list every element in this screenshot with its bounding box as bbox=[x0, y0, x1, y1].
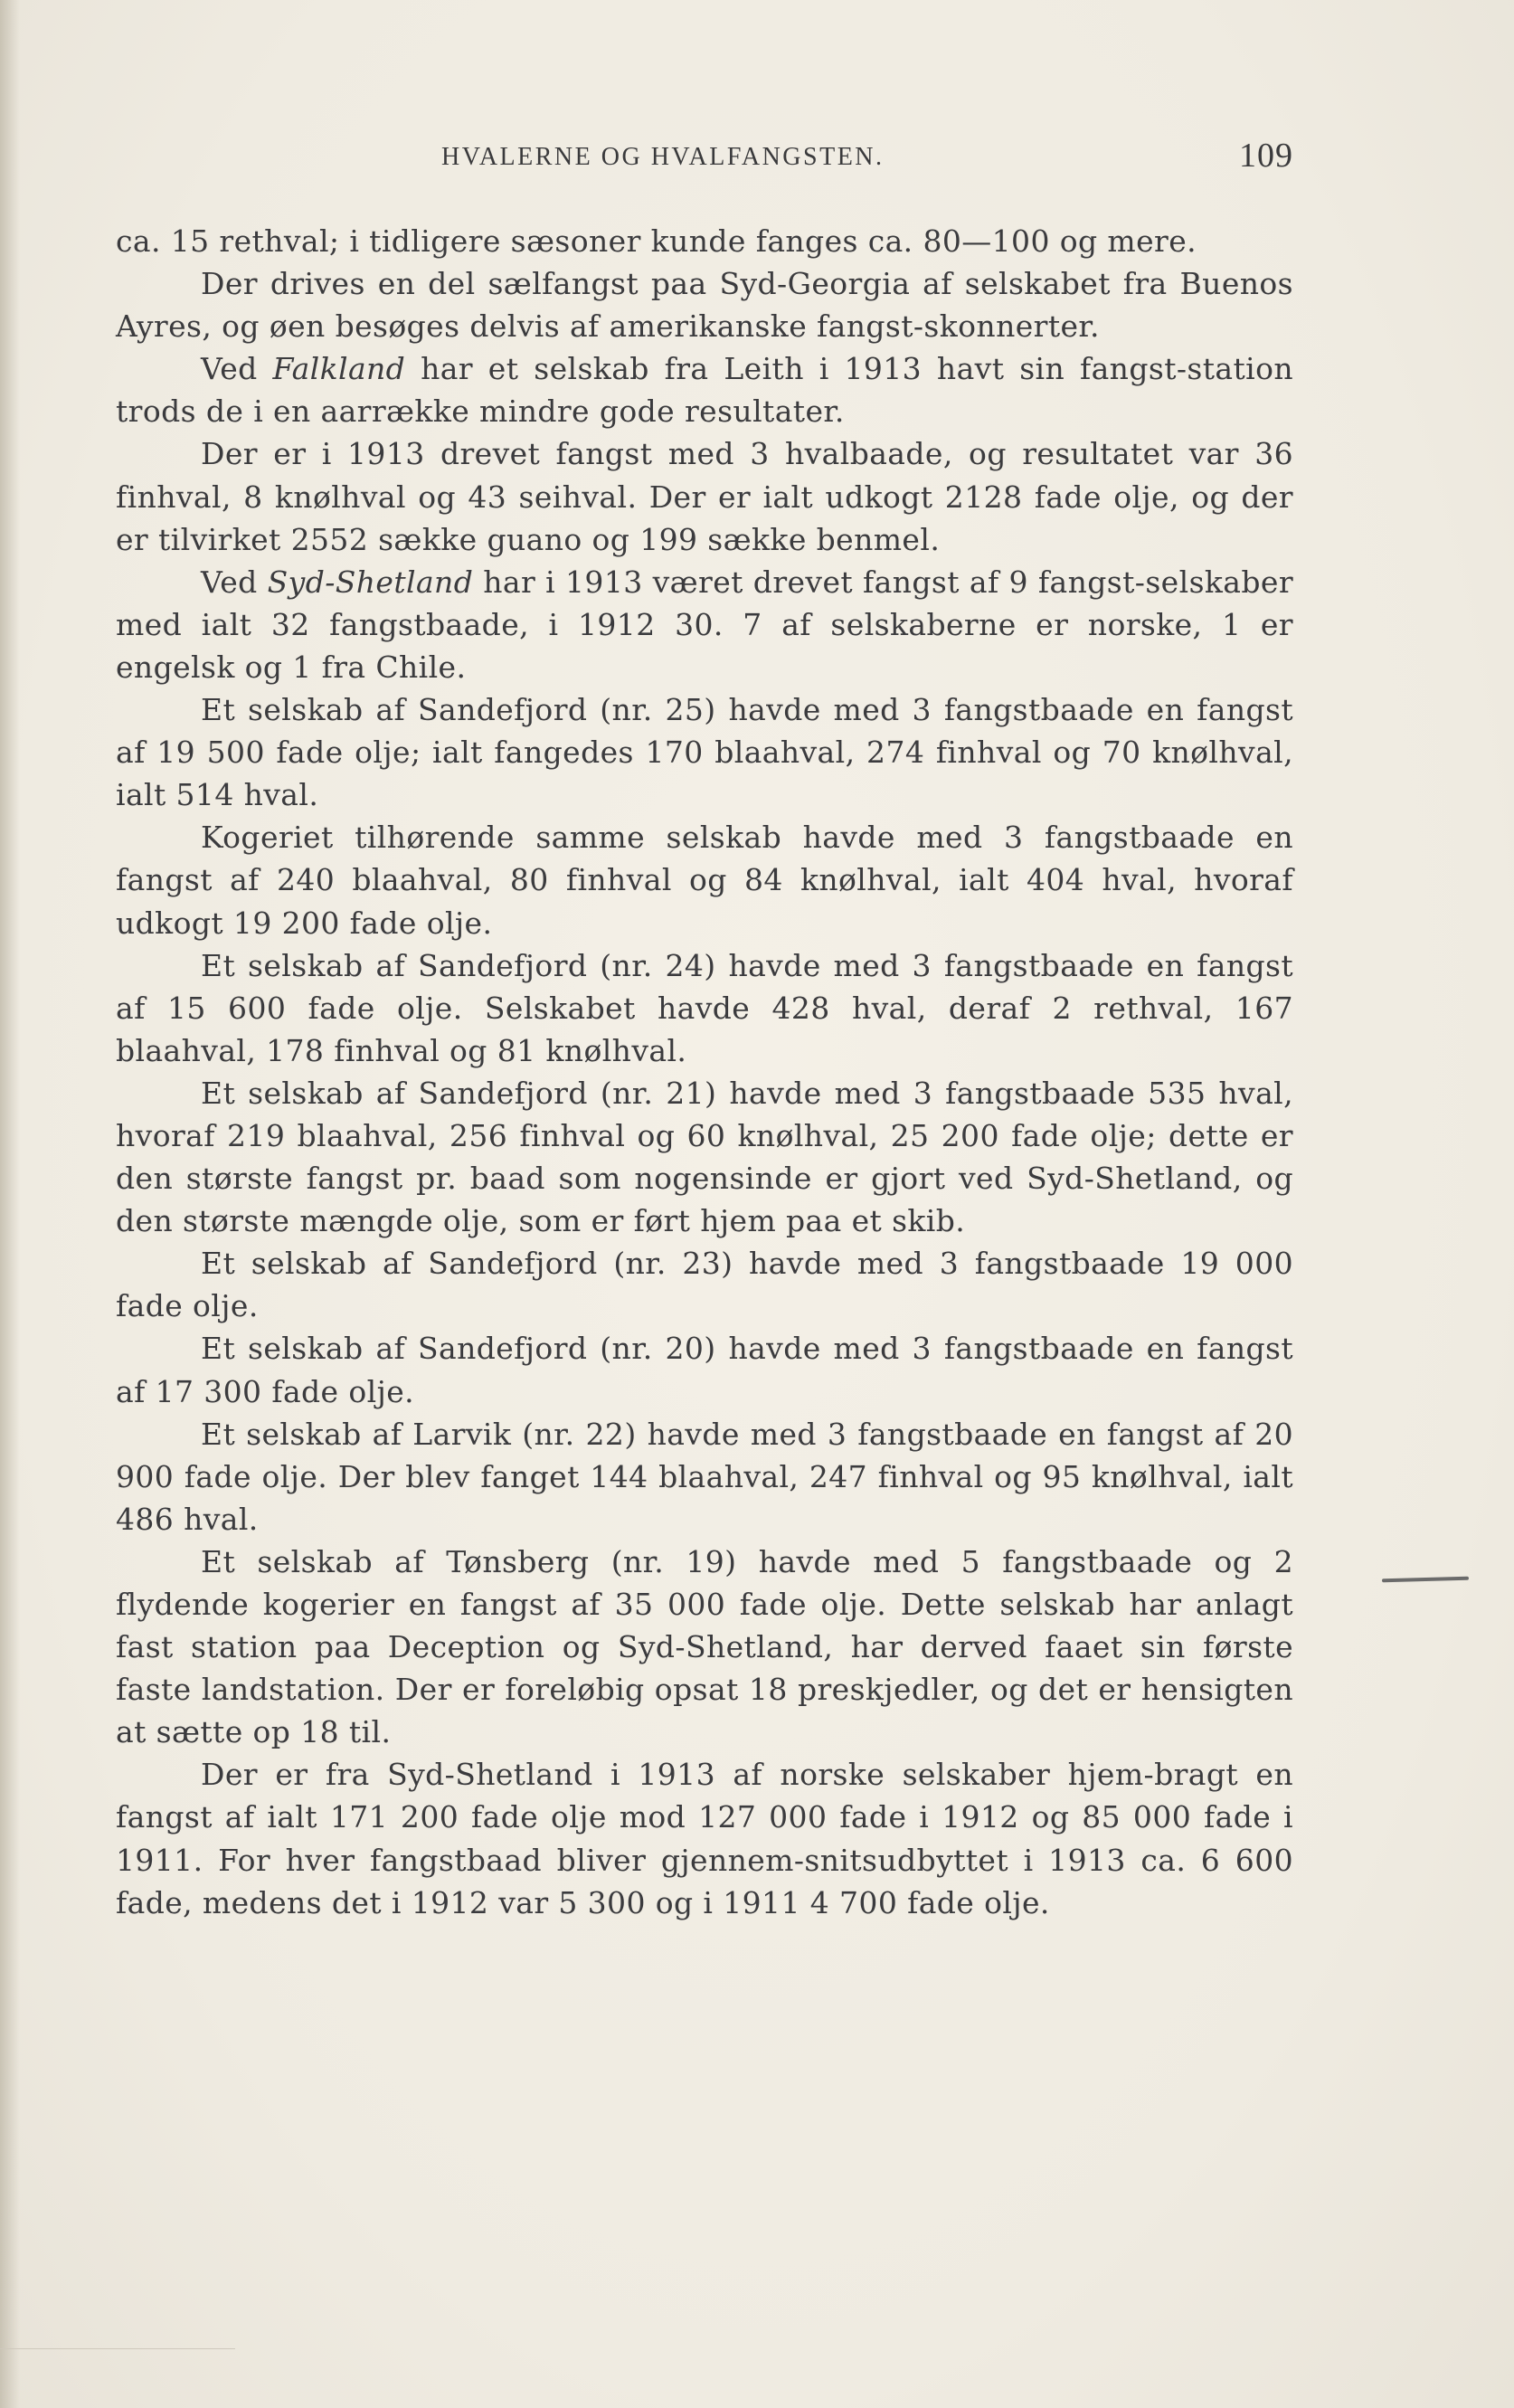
paragraph: Et selskab af Sandefjord (nr. 25) havde med 3 fangstbaade en fangst af 19 500 fade olje; ialt fangedes 170 blaahval, 274 finhval og 70 knølhval, ialt 514 hval. bbox=[116, 692, 1293, 813]
paragraph: Der er i 1913 drevet fangst med 3 hvalbaade, og resultatet var 36 finhval, 8 knølhval og 43 seihval. Der er ialt udkogt 2128 fade olje, og der er tilvirket 2552 sække guano og 199 sække benmel. bbox=[116, 436, 1293, 557]
place-name-falkland: Falkland bbox=[272, 351, 406, 387]
paragraph-text: Ved bbox=[201, 351, 273, 387]
paragraph-text: har et selskab fra Leith i 1913 havt sin fangst-station trods de i en aarrække mindre gode resultater. bbox=[116, 351, 1294, 430]
paragraph: Et selskab af Sandefjord (nr. 24) havde med 3 fangstbaade en fangst af 15 600 fade olje. Selskabet havde 428 hval, deraf 2 rethval, 167 blaahval, 178 finhval og 81 knølhval. bbox=[116, 947, 1293, 1068]
page-header bbox=[116, 136, 1293, 181]
paragraph bbox=[116, 561, 1293, 688]
paragraph: Der drives en del sælfangst paa Syd-Georgia af selskabet fra Buenos Ayres, og øen besøges delvis af amerikanske fangst-skonnerter. bbox=[116, 266, 1293, 345]
paragraph: Et selskab af Sandefjord (nr. 21) havde med 3 fangstbaade 535 hval, hvoraf 219 blaahval, 256 finhval og 60 knølhval, 25 200 fade olje; dette er den største fangst pr. baad som nogensinde er gjort ved Syd-Shetland, og den største mængde olje, som er ført hjem paa et skib. bbox=[116, 1075, 1293, 1239]
margin-pencil-mark bbox=[1382, 1577, 1469, 1583]
paragraph: Et selskab af Larvik (nr. 22) havde med 3 fangstbaade en fangst af 20 900 fade olje. Der blev fanget 144 blaahval, 247 finhval og 95 knølhval, ialt 486 hval. bbox=[116, 1416, 1293, 1537]
paragraph: ca. 15 rethval; i tidligere sæsoner kunde fanges ca. 80—100 og mere. bbox=[116, 223, 1197, 259]
paragraph: Et selskab af Sandefjord (nr. 23) havde med 3 fangstbaade 19 000 fade olje. bbox=[116, 1246, 1293, 1324]
paragraph: Der er fra Syd-Shetland i 1913 af norske selskaber hjem-bragt en fangst af ialt 171 200 fade olje mod 127 000 fade i 1912 og 85 000 fade i 1911. For hver fangstbaad bliver gjennem-snitsudbyttet i 1913 ca. 6 600 fade, medens det i 1912 var 5 300 og i 1911 4 700 fade olje. bbox=[116, 1757, 1293, 1920]
page-edge-shadow bbox=[0, 0, 20, 2408]
page-number: 109 bbox=[1239, 137, 1293, 175]
place-name-syd-shetland: Syd-Shetland bbox=[267, 564, 474, 600]
paragraph: Kogeriet tilhørende samme selskab havde med 3 fangstbaade en fangst af 240 blaahval, 80 finhval og 84 knølhval, ialt 404 hval, hvoraf udkogt 19 200 fade olje. bbox=[116, 820, 1293, 941]
running-title: HVALERNE OG HVALFANGSTEN. bbox=[441, 143, 885, 171]
body-text bbox=[116, 220, 1293, 1924]
paragraph: Et selskab af Tønsberg (nr. 19) havde med 5 fangstbaade og 2 flydende kogerier en fangst af 35 000 fade olje. Dette selskab har anlagt fast station paa Deception og Syd-Shetland, har derved faaet sin første faste landstation. Der er foreløbig opsat 18 preskjedler, og det er hensigten at sætte op 18 til. bbox=[116, 1543, 1293, 1750]
paragraph-text: har i 1913 været drevet fangst af 9 fangst-selskaber med ialt 32 fangstbaade, i 1912 30. 7 af selskaberne er norske, 1 er engelsk og 1 fra Chile. bbox=[116, 564, 1293, 685]
bottom-edge-line bbox=[0, 2348, 235, 2349]
paragraph bbox=[116, 347, 1293, 432]
paragraph: Et selskab af Sandefjord (nr. 20) havde med 3 fangstbaade en fangst af 17 300 fade olje. bbox=[116, 1331, 1293, 1409]
paragraph-text: Ved bbox=[201, 564, 268, 600]
